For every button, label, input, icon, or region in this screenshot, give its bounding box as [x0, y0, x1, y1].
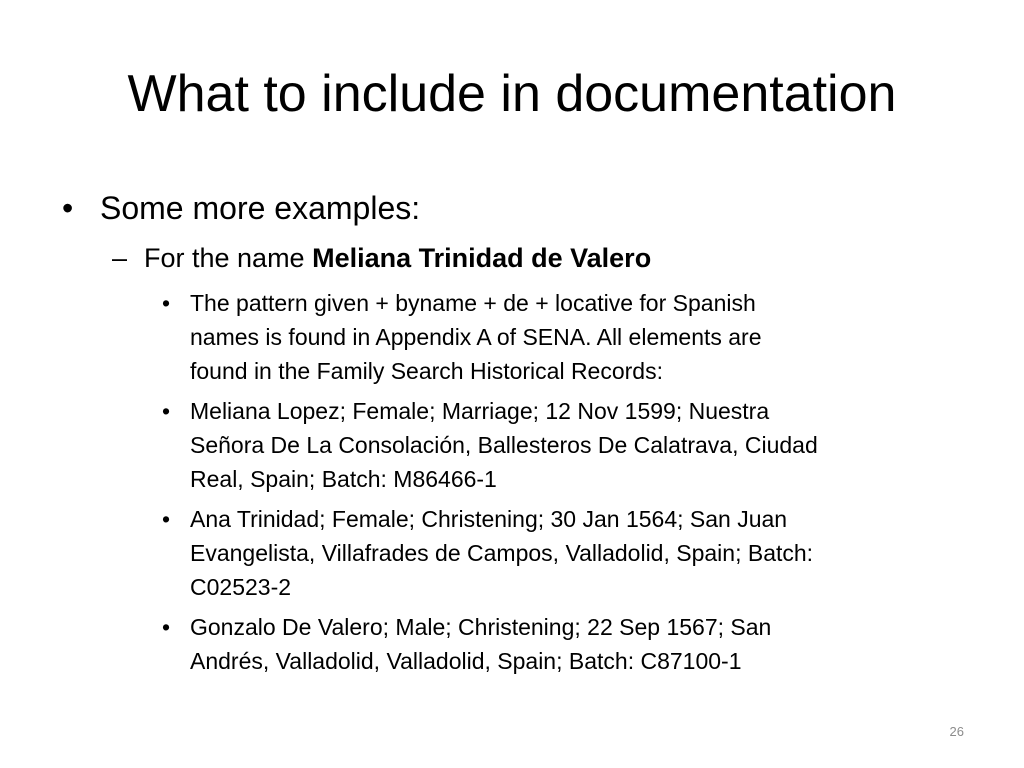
bullet-level3-line: found in the Family Search Historical Records:	[190, 358, 663, 384]
bullet-level3-item	[162, 394, 962, 496]
bullet-level3-line: C02523-2	[190, 574, 292, 600]
bullet-level3-line: Ana Trinidad; Female; Christening; 30 Jan 1564; San Juan	[190, 506, 788, 532]
dash-icon: –	[112, 243, 128, 273]
bullet-level1-text: Some more examples:	[100, 190, 421, 226]
bullet-level3-line: The pattern given + byname + de + locative for Spanish	[190, 290, 756, 316]
bullet-level3-line: Meliana Lopez; Female; Marriage; 12 Nov 1599; Nuestra	[190, 398, 770, 424]
bullet-level2-text	[144, 239, 651, 277]
bullet-level3-item	[162, 502, 962, 604]
bullet-level2-prefix: For the name	[144, 243, 313, 273]
bullet-level3-item	[162, 286, 962, 388]
bullet-icon: •	[162, 614, 171, 640]
bullet-icon: •	[162, 290, 171, 316]
page-number: 26	[949, 724, 964, 739]
bullet-icon: •	[162, 398, 171, 424]
bullet-level3-line: Evangelista, Villafrades de Campos, Valladolid, Spain; Batch:	[190, 540, 814, 566]
bullet-level3-line: Señora De La Consolación, Ballesteros De Calatrava, Ciudad	[190, 432, 818, 458]
bullet-level3-list	[162, 286, 962, 684]
bullet-level3-line: Real, Spain; Batch: M86466-1	[190, 466, 497, 492]
example-name: Meliana Trinidad de Valero	[312, 243, 652, 273]
bullet-level3-line: Gonzalo De Valero; Male; Christening; 22 Sep 1567; San	[190, 614, 772, 640]
bullet-level3-item	[162, 610, 962, 678]
slide-title: What to include in documentation	[127, 65, 897, 123]
bullet-icon: •	[62, 190, 74, 226]
bullet-level3-line: Andrés, Valladolid, Valladolid, Spain; Batch: C87100-1	[190, 648, 742, 674]
bullet-level3-line: names is found in Appendix A of SENA. All elements are	[190, 324, 762, 350]
bullet-icon: •	[162, 506, 171, 532]
